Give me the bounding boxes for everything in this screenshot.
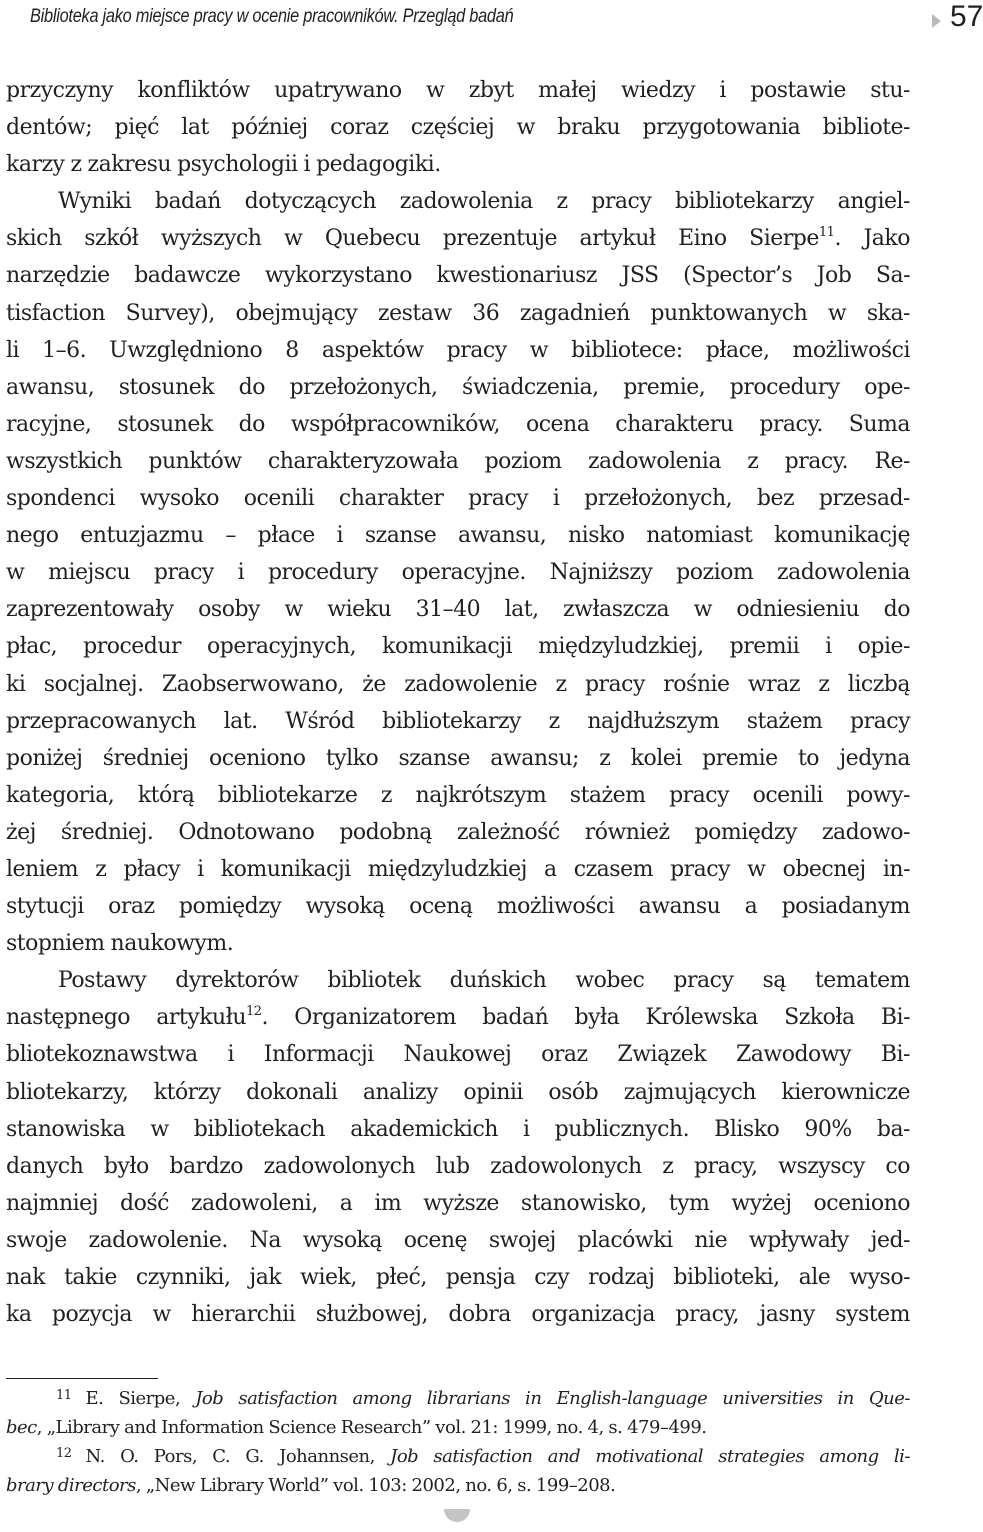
text-line: swoje zadowolenie. Na wysoką ocenę swojej placówki nie wpływały jed- xyxy=(6,1227,910,1253)
footnote-11-line xyxy=(6,1384,910,1413)
page-number: 57 xyxy=(950,0,983,33)
text-line: awansu, stosunek do przełożonych, świadczenia, premie, procedury ope- xyxy=(6,374,910,400)
text-line: Postawy dyrektorów bibliotek duńskich wobec pracy są tematem xyxy=(58,968,910,994)
footnotes xyxy=(6,1384,910,1500)
text-line xyxy=(6,999,910,1036)
footnote-12-line xyxy=(6,1471,910,1500)
text-line: przepracowanych lat. Wśród bibliotekarzy z najdłuższym stażem pracy xyxy=(6,708,910,734)
text-line: tisfaction Survey), obejmujący zestaw 36 zagadnień punktowanych w ska- xyxy=(6,300,910,326)
text-span: następnego artykułu xyxy=(6,1005,246,1031)
text-span: skich szkół wyższych w Quebecu prezentuje artykuł Eino Sierpe xyxy=(6,226,819,252)
text-line: w miejscu pracy i procedury operacyjne. Najniższy poziom zadowolenia xyxy=(6,560,910,586)
text-line: racyjne, stosunek do współpracowników, ocena charakteru pracy. Suma xyxy=(6,411,910,437)
footnote-text: E. Sierpe, xyxy=(85,1388,196,1409)
footnote-ref-12[interactable]: 12 xyxy=(246,1004,262,1020)
text-line: bliotekarzy, którzy dokonali analizy opinii osób zajmujących kierownicze xyxy=(6,1079,910,1105)
text-line: najmniej dość zadowoleni, a im wyższe stanowisko, tym wyżej oceniono xyxy=(6,1190,910,1216)
page-marker-triangle-icon xyxy=(932,14,941,28)
text-line: narzędzie badawcze wykorzystano kwestionariusz JSS (Spector’s Job Sa- xyxy=(6,263,910,289)
text-line: ki socjalnej. Zaobserwowano, że zadowolenie z pracy rośnie wraz z liczbą xyxy=(6,671,910,697)
running-title: Biblioteka jako miejsce pracy w ocenie pracowników. Przegląd badań xyxy=(30,6,514,27)
text-line: nak takie czynniki, jak wiek, płeć, pensja czy rodzaj biblioteki, ale wyso- xyxy=(6,1265,910,1290)
bottom-semicircle-icon xyxy=(444,1509,470,1522)
text-line: żej średniej. Odnotowano podobną zależność również pomiędzy zadowo- xyxy=(6,819,910,845)
text-line: danych było bardzo zadowolonych lub zadowolonych z pracy, wszyscy co xyxy=(6,1153,910,1179)
text-line xyxy=(6,220,910,257)
text-line: nego entuzjazmu – płace i szanse awansu, nisko natomiast komunikację xyxy=(6,523,910,549)
text-line: bliotekoznawstwa i Informacji Naukowej oraz Związek Zawodowy Bi- xyxy=(6,1042,910,1068)
footnote-text: , „New Library World” vol. 103: 2002, no. 6, s. 199–208. xyxy=(135,1475,616,1496)
text-line: leniem z płacy i komunikacji międzyludzkiej a czasem pracy w obecnej in- xyxy=(6,856,910,882)
footnote-ref-11[interactable]: 11 xyxy=(818,225,835,241)
text-line: wszystkich punktów charakteryzowała poziom zadowolenia z pracy. Re- xyxy=(6,448,910,474)
text-line: dentów; pięć lat później coraz częściej w braku przygotowania bibliote- xyxy=(6,115,910,141)
text-line: zaprezentowały osoby w wieku 31–40 lat, zwłaszcza w odniesieniu do xyxy=(6,597,910,623)
footnote-title: brary directors xyxy=(6,1475,136,1496)
text-line: stopniem naukowym. xyxy=(6,931,234,957)
footnote-title: Job satisfaction and motivational strategies among li- xyxy=(390,1446,910,1467)
footnote-title: Job satisfaction among librarians in English-language universities in Que- xyxy=(195,1388,911,1409)
footnote-text: N. O. Pors, C. G. Johannsen, xyxy=(85,1446,391,1467)
footnote-number: 12 xyxy=(56,1446,72,1461)
footnote-11-line xyxy=(6,1413,910,1442)
footnote-12-line xyxy=(6,1442,910,1471)
text-line: stanowiska w bibliotekach akademickich i publicznych. Blisko 90% ba- xyxy=(6,1116,910,1142)
footnote-divider xyxy=(6,1378,158,1379)
body-text xyxy=(6,72,910,1333)
text-line: kategoria, którą bibliotekarze z najkrótszym stażem pracy ocenili powy- xyxy=(6,782,910,808)
text-span: . Organizatorem badań była Królewska Szkoła Bi- xyxy=(261,1005,911,1031)
footnote-text: , „Library and Information Science Research” vol. 21: 1999, no. 4, s. 479–499. xyxy=(36,1417,707,1438)
text-span: . Jako xyxy=(834,226,910,252)
footnote-title: bec xyxy=(6,1417,37,1438)
text-line: li 1–6. Uwzględniono 8 aspektów pracy w bibliotece: płace, możliwości xyxy=(6,337,910,363)
text-line: ka pozycja w hierarchii służbowej, dobra organizacja pracy, jasny system xyxy=(6,1302,910,1328)
text-line: poniżej średniej oceniono tylko szanse awansu; z kolei premie to jedyna xyxy=(6,745,910,771)
text-line: płac, procedur operacyjnych, komunikacji międzyludzkiej, premii i opie- xyxy=(6,634,910,660)
footnote-number: 11 xyxy=(56,1388,72,1403)
running-head xyxy=(30,0,983,36)
text-line: karzy z zakresu psychologii i pedagogiki. xyxy=(6,152,441,178)
text-line: stytucji oraz pomiędzy wysoką oceną możliwości awansu a posiadanym xyxy=(6,894,910,920)
text-line: przyczyny konfliktów upatrywano w zbyt małej wiedzy i postawie stu- xyxy=(6,78,910,103)
text-line: Wyniki badań dotyczących zadowolenia z pracy bibliotekarzy angiel- xyxy=(58,189,910,215)
text-line: spondenci wysoko ocenili charakter pracy i przełożonych, bez przesad- xyxy=(6,486,910,512)
